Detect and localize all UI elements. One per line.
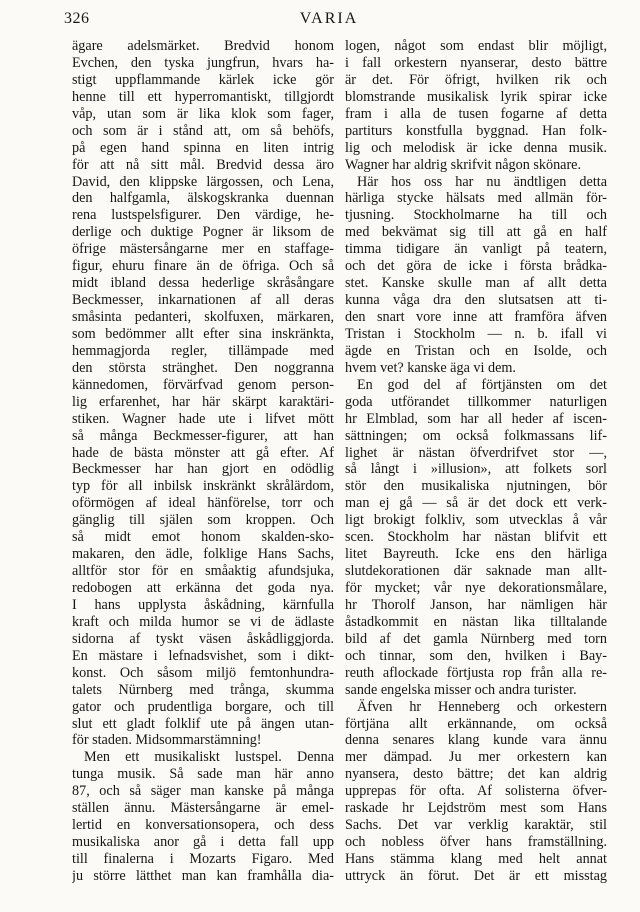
text-line: blomstrande musikalisk lyrik spirar icke — [345, 88, 607, 105]
text-line: härliga stycke hälsats med allmän för- — [345, 190, 607, 207]
text-line: bild af det gamla Nürnberg med torn — [345, 630, 607, 647]
text-line: småsinta pedanteri, skolfuxen, märkaren, — [72, 309, 334, 325]
text-line: ställen ännu. Mästersångarne är emel- — [72, 800, 334, 817]
text-line: goda utförandet tillkommer naturligen — [345, 393, 607, 410]
text-line: timma tidigare än vanligt på teatern, — [345, 241, 607, 258]
text-line: Tristan i Stockholm — n. b. ifall vi — [345, 325, 607, 342]
text-line: stet. Kanske skulle man af allt detta — [345, 275, 607, 292]
text-line: för mycket; vår nye dekorationsmålare, — [345, 580, 607, 596]
text-line: kraft och milda humor se vi de ädlaste — [72, 613, 334, 630]
text-line: hr Thorolf Janson, har nämligen här — [345, 596, 607, 613]
text-line: konst. Och såsom miljö femtonhundra- — [72, 664, 334, 681]
text-line: åstadkommit en nästan lika tilltalande — [345, 613, 607, 630]
text-line: mer dämpad. Ju mer orkestern kan — [345, 749, 607, 766]
text-line: för staden. Midsommarstämning! — [72, 732, 262, 749]
text-line: redobogen att erkänna det goda nya. — [72, 580, 334, 596]
text-line: och nobless öfver hans framställning. — [345, 834, 607, 851]
text-line: En mästare i lefnadsvishet, som i dikt- — [72, 647, 334, 664]
text-line: Beckmesser, inkarnationen af all deras — [72, 292, 334, 309]
text-line: och tinnar, som den, hvilken i Bay- — [345, 647, 607, 664]
text-line: logen, något som endast blir möjligt, — [345, 38, 607, 54]
text-line: hemmagjorda regler, tillämpade med — [72, 342, 334, 359]
text-line: hr Elmblad, som har all heder af iscen- — [345, 410, 607, 427]
text-line: figur, ehuru finare än de öfriga. Och så — [72, 258, 334, 275]
text-line: Men ett musikaliskt lustspel. Denna — [84, 749, 334, 766]
text-line: rena lustspelsfigurer. Den värdige, he- — [72, 207, 334, 224]
text-line: oförmögen af ideal hänförelse, torr och — [72, 495, 334, 512]
text-line: Här hos oss har nu ändtligen detta — [357, 173, 607, 190]
text-line: kunna våga dra den slutsatsen att ti- — [345, 292, 607, 309]
page-number: 326 — [64, 10, 90, 27]
text-line: alltför stor för en småaktig afundsjuka, — [72, 563, 334, 580]
text-line: på egen hand spinna en liten intrig — [72, 139, 334, 156]
text-line: litet Bayreuth. Icke ens den härliga — [345, 546, 607, 563]
text-line: hade de bästa mönster att gå efter. Af — [72, 444, 334, 461]
text-line: som bedömmer allt efter sina inskränkta, — [72, 325, 334, 342]
text-line: musikaliska anor gå i detta fall upp — [72, 834, 334, 851]
text-line: talets Nürnberg med trånga, skumma — [72, 681, 334, 698]
text-line: man ej gå — så är det dock ett verk- — [345, 495, 607, 512]
text-line: för att nå sitt mål. Bredvid dessa äro — [72, 156, 334, 173]
text-line: våp, utan som är lika klok som fager, — [72, 105, 334, 122]
text-line: förtjäna allt erkännande, om också — [345, 715, 607, 732]
text-line: ägare adelsmärket. Bredvid honom — [72, 38, 334, 54]
text-line: sande engelska misser och andra turister. — [345, 681, 577, 698]
text-line: 87, och så säger man kanske på många — [72, 783, 334, 800]
text-line: slut ett gladt folklif ute på ängen utan- — [72, 715, 334, 732]
text-line: Wagner har aldrig skrifvit någon skönare. — [345, 156, 582, 173]
text-line: öfrige mästersångarne mer en staffage- — [72, 241, 334, 258]
text-line: lertid en konversationsopera, och dess — [72, 817, 334, 834]
text-line: scen. Stockholm har nästan blifvit ett — [345, 529, 607, 546]
text-line: så midt emot honom skalden-sko- — [72, 529, 334, 546]
text-line: ju större lätthet man kan framhålla dia- — [72, 867, 334, 884]
text-line: sättningen; om också folkmassans lif- — [345, 427, 607, 444]
text-line: så långt i »illusion», att folkets sorl — [345, 461, 607, 478]
text-line: tjusning. Stockholmarne ha till och — [345, 207, 607, 224]
running-head: VARIA — [299, 10, 359, 27]
text-line: kännedomen, förvärfvad genom person- — [72, 376, 334, 393]
text-line: stör den musikaliska njutningen, bör — [345, 478, 607, 495]
text-line: sidorna af tyskt väsen åskådliggjorda. — [72, 630, 334, 647]
text-line: Beckmesser har han gjort en odödlig — [72, 461, 334, 478]
text-line: makaren, den ädle, folklige Hans Sachs, — [72, 546, 334, 563]
text-line: reuth aflockade förtjusta rop från alla re- — [345, 664, 607, 681]
text-line: lig och melodisk är icke denna musik. — [345, 139, 607, 156]
text-line: och som är i stånd att, om så behöfs, — [72, 122, 334, 139]
text-line: Sachs. Det var verklig karaktär, stil — [345, 817, 607, 834]
text-line: ägde en Tristan och en Isolde, och — [345, 342, 607, 359]
text-line: I hans upplysta åskådning, kärnfulla — [72, 596, 334, 613]
text-line: Hans stämma klang med helt annat — [345, 851, 607, 867]
text-line: gator och prudentliga borgare, och till — [72, 698, 334, 715]
text-line: är det. För öfrigt, hvilken rik och — [345, 71, 607, 88]
text-line: tunga musik. Så sade man här anno — [72, 766, 334, 783]
left-column — [72, 38, 334, 885]
text-line: uttryck än förut. Det är ett misstag — [345, 867, 607, 884]
text-line: upprepas för ofta. Af solisterna öfver- — [345, 783, 607, 800]
text-line: i fall orkestern nyanserar, desto bättre — [345, 54, 607, 71]
text-line: nyansera, desto bättre; det kan aldrig — [345, 766, 607, 783]
text-line: David, den klippske lärgossen, och Lena, — [72, 173, 334, 190]
text-line: stigt uppflammande kärlek icke gör — [72, 71, 334, 88]
right-column — [345, 38, 607, 885]
text-line: midt ibland dessa hederlige skråsångare — [72, 275, 334, 292]
text-line: lig erfarenhet, har här skärpt karaktäri- — [72, 393, 334, 410]
text-line: den snart vore inne att framföra äfven — [345, 309, 607, 325]
text-line: En god del af förtjänsten om det — [357, 376, 607, 393]
text-line: lighet är nästan öfverdrifvet stor —, — [345, 444, 607, 461]
text-line: stiken. Wagner hade ute i lifvet mött — [72, 410, 334, 427]
text-line: typ för all inbilsk inskränkt skrålärdom, — [72, 478, 334, 495]
text-line: Äfven hr Henneberg och orkestern — [357, 698, 607, 715]
text-line: och det göra de icke i första brådka- — [345, 258, 607, 275]
text-line: så många Beckmesser-figurer, att han — [72, 427, 334, 444]
text-line: den halfgamla, älskogskranka duennan — [72, 190, 334, 207]
text-line: hvem vet? kanske äga vi dem. — [345, 359, 516, 376]
text-line: denna senares klang kunde vara ännu — [345, 732, 607, 749]
text-line: partiturs konstfulla byggnad. Han folk- — [345, 122, 607, 139]
text-line: fram i alla de tusen fogarne af detta — [345, 105, 607, 122]
page-header — [64, 10, 594, 34]
text-line: slutdekorationen där saknade man allt- — [345, 563, 607, 580]
text-line: Evchen, den tyska jungfrun, hvars ha- — [72, 54, 334, 71]
text-line: med bekvämat sig till att gå en half — [345, 224, 607, 241]
text-line: raskade hr Lejdström mest som Hans — [345, 800, 607, 817]
text-line: den största stränghet. Den noggranna — [72, 359, 334, 376]
text-line: henne till ett hyperromantiskt, tillgjordt — [72, 88, 334, 105]
text-line: ligt brokigt folkliv, som utvecklas å vår — [345, 512, 607, 529]
text-line: derlige och duktige Pogner är liksom de — [72, 224, 334, 241]
text-line: till finalerna i Mozarts Figaro. Med — [72, 851, 334, 867]
text-line: gänglig till själen som kroppen. Och — [72, 512, 334, 529]
